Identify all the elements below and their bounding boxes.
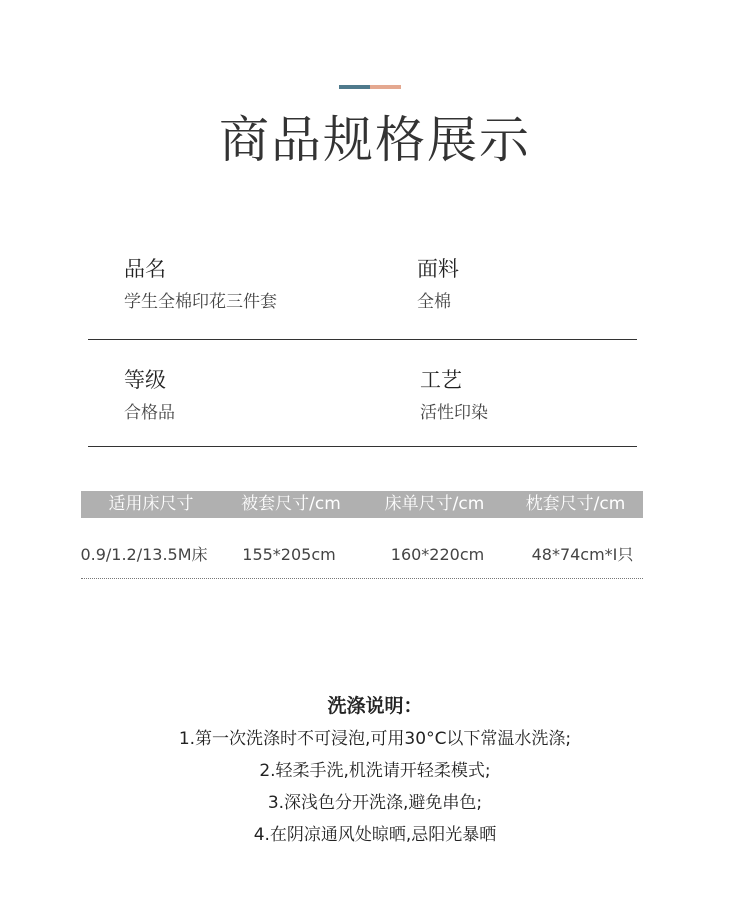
size-table bbox=[80, 491, 643, 564]
care-instructions bbox=[0, 693, 750, 847]
header-sheet-size: 床单尺寸/cm bbox=[384, 494, 485, 514]
spec-product-name bbox=[124, 255, 277, 314]
accent-bar-left bbox=[339, 85, 370, 89]
spec-label: 品名 bbox=[124, 257, 166, 281]
cell-sheet-size: 160*220cm bbox=[390, 545, 485, 564]
spec-label: 等级 bbox=[124, 368, 166, 392]
cell-duvet-size: 155*205cm bbox=[242, 545, 336, 564]
cell-bed-size: 0.9/1.2/13.5M床 bbox=[80, 545, 208, 564]
divider-line bbox=[88, 446, 637, 447]
spec-value: 合格品 bbox=[124, 403, 175, 423]
spec-label: 工艺 bbox=[420, 368, 462, 392]
spec-value: 学生全棉印花三件套 bbox=[124, 292, 277, 312]
spec-value: 活性印染 bbox=[420, 403, 488, 423]
spec-value: 全棉 bbox=[417, 292, 451, 312]
care-line: 4.在阴凉通风处晾晒,忌阳光暴晒 bbox=[253, 825, 497, 845]
cell-pillowcase-size: 48*74cm*I只 bbox=[531, 545, 634, 564]
header-bed-size: 适用床尺寸 bbox=[108, 494, 194, 514]
spec-grade bbox=[124, 366, 175, 425]
spec-label: 面料 bbox=[417, 257, 459, 281]
spec-craft bbox=[420, 366, 488, 425]
divider-line bbox=[88, 339, 637, 340]
accent-bar-right bbox=[370, 85, 401, 89]
page-title: 商品规格展示 bbox=[219, 111, 531, 169]
title-accent-bar bbox=[339, 85, 401, 89]
header-pillowcase-size: 枕套尺寸/cm bbox=[525, 494, 626, 514]
care-line: 2.轻柔手洗,机洗请开轻柔模式; bbox=[259, 761, 491, 781]
header-duvet-size: 被套尺寸/cm bbox=[241, 494, 341, 514]
spec-fabric bbox=[417, 255, 459, 314]
dotted-divider bbox=[81, 578, 643, 579]
table-row bbox=[75, 544, 655, 566]
care-line: 1.第一次洗涤时不可浸泡,可用30°C以下常温水洗涤; bbox=[178, 729, 572, 749]
care-title: 洗涤说明： bbox=[327, 695, 423, 717]
care-line: 3.深浅色分开洗涤,避免串色; bbox=[267, 793, 483, 813]
size-table-header bbox=[81, 491, 643, 518]
